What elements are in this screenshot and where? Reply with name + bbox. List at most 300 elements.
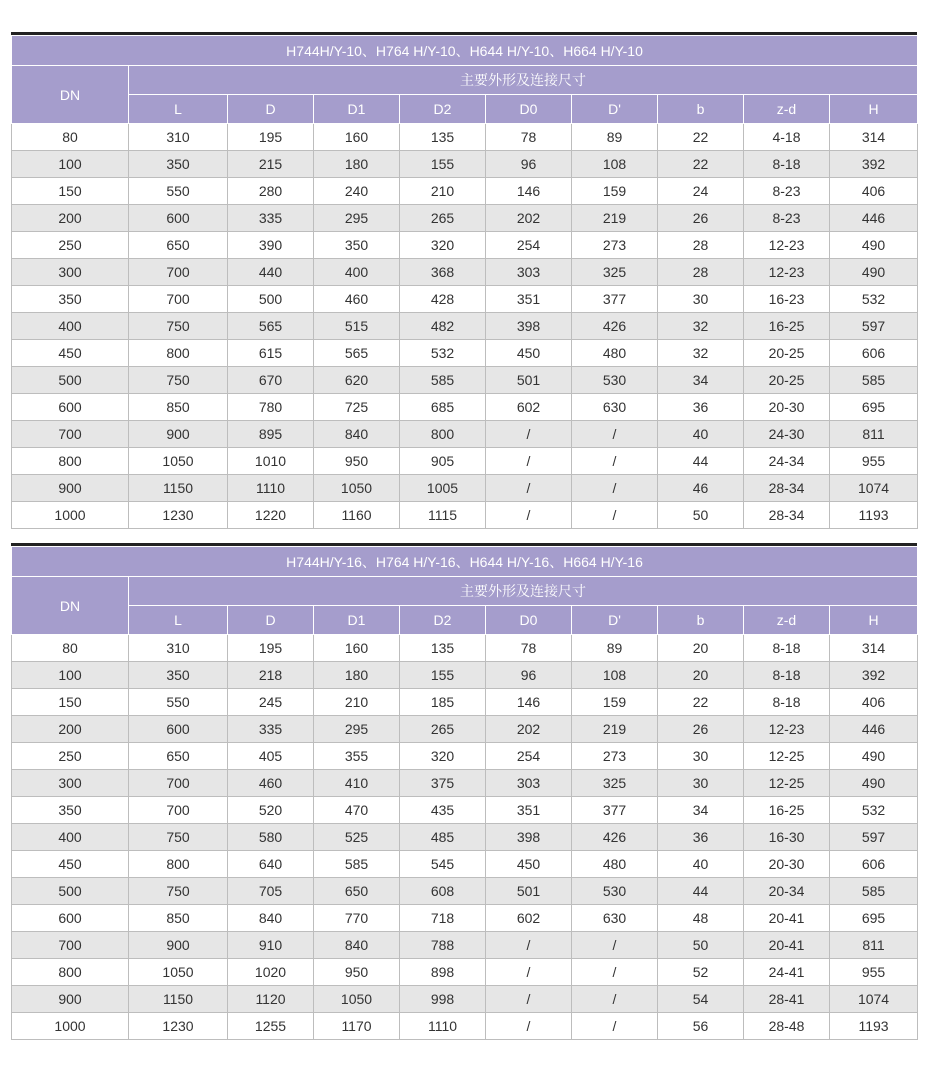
table-cell: 254: [486, 232, 572, 259]
table-cell: 470: [314, 797, 400, 824]
table-cell: 460: [228, 770, 314, 797]
table-cell: 520: [228, 797, 314, 824]
table-cell: 320: [400, 232, 486, 259]
table-cell: 46: [658, 475, 744, 502]
table-cell: 640: [228, 851, 314, 878]
table-cell: 406: [830, 689, 918, 716]
table-cell: 850: [129, 905, 228, 932]
table-cell: 108: [572, 151, 658, 178]
table-cell: 428: [400, 286, 486, 313]
table-cell: /: [572, 448, 658, 475]
dn-cell: 300: [12, 770, 129, 797]
column-header: b: [658, 606, 744, 635]
table-cell: 310: [129, 635, 228, 662]
table-cell: 16-30: [744, 824, 830, 851]
dn-cell: 250: [12, 743, 129, 770]
spec-table-block-1: [11, 32, 917, 527]
table-cell: 955: [830, 959, 918, 986]
table-cell: 585: [830, 878, 918, 905]
table-cell: 135: [400, 635, 486, 662]
table-cell: 811: [830, 932, 918, 959]
table-cell: 480: [572, 851, 658, 878]
table-cell: 310: [129, 124, 228, 151]
table-cell: 135: [400, 124, 486, 151]
table-cell: 1050: [129, 448, 228, 475]
column-header: D1: [314, 606, 400, 635]
table-cell: 392: [830, 151, 918, 178]
table-cell: 20-34: [744, 878, 830, 905]
table-cell: /: [486, 959, 572, 986]
dn-cell: 450: [12, 851, 129, 878]
dn-cell: 600: [12, 905, 129, 932]
table-cell: 96: [486, 151, 572, 178]
table-cell: 314: [830, 635, 918, 662]
table-cell: 273: [572, 743, 658, 770]
table-cell: 485: [400, 824, 486, 851]
table-cell: 750: [129, 367, 228, 394]
dn-cell: 800: [12, 448, 129, 475]
table-row: [12, 986, 918, 1013]
table-cell: 155: [400, 662, 486, 689]
table-cell: 446: [830, 716, 918, 743]
table-cell: 900: [129, 932, 228, 959]
table-cell: 565: [228, 313, 314, 340]
table-cell: 180: [314, 151, 400, 178]
table-cell: 750: [129, 824, 228, 851]
table-cell: 240: [314, 178, 400, 205]
dn-cell: 500: [12, 367, 129, 394]
table-cell: 368: [400, 259, 486, 286]
column-header-dn: DN: [12, 66, 129, 124]
table-cell: 26: [658, 716, 744, 743]
table-cell: 24-41: [744, 959, 830, 986]
table-cell: 606: [830, 340, 918, 367]
table-cell: /: [572, 502, 658, 529]
table-cell: 36: [658, 824, 744, 851]
table-cell: 450: [486, 851, 572, 878]
table-cell: 273: [572, 232, 658, 259]
table-cell: 530: [572, 367, 658, 394]
table-cell: 780: [228, 394, 314, 421]
table-cell: 155: [400, 151, 486, 178]
table-cell: 20: [658, 635, 744, 662]
table-cell: /: [486, 986, 572, 1013]
column-header: H: [830, 95, 918, 124]
table-cell: 350: [314, 232, 400, 259]
table-cell: 1050: [314, 475, 400, 502]
table-cell: 602: [486, 394, 572, 421]
table-cell: 350: [129, 151, 228, 178]
table-cell: 895: [228, 421, 314, 448]
table-cell: 8-18: [744, 151, 830, 178]
table-cell: 1193: [830, 502, 918, 529]
table-cell: 1230: [129, 1013, 228, 1040]
table-cell: 335: [228, 205, 314, 232]
table-cell: 718: [400, 905, 486, 932]
dn-cell: 700: [12, 421, 129, 448]
table-cell: 532: [830, 797, 918, 824]
table-cell: 532: [830, 286, 918, 313]
table-cell: /: [572, 932, 658, 959]
table-cell: 450: [486, 340, 572, 367]
table-cell: 490: [830, 743, 918, 770]
table-cell: 30: [658, 743, 744, 770]
table-cell: 705: [228, 878, 314, 905]
table-cell: /: [572, 475, 658, 502]
table-cell: 254: [486, 743, 572, 770]
table-cell: 28-34: [744, 475, 830, 502]
table-cell: 400: [314, 259, 400, 286]
table-cell: 850: [129, 394, 228, 421]
table-cell: 685: [400, 394, 486, 421]
table-cell: 20-25: [744, 340, 830, 367]
table-cell: 20-30: [744, 851, 830, 878]
dn-cell: 150: [12, 178, 129, 205]
table-cell: 490: [830, 232, 918, 259]
table-cell: 22: [658, 151, 744, 178]
table-row: [12, 797, 918, 824]
table-row: [12, 662, 918, 689]
dn-cell: 1000: [12, 1013, 129, 1040]
table-cell: 800: [400, 421, 486, 448]
table-cell: /: [486, 502, 572, 529]
table-cell: 900: [129, 421, 228, 448]
table-row: [12, 205, 918, 232]
table-cell: 800: [129, 340, 228, 367]
table-cell: 265: [400, 716, 486, 743]
table-cell: 1220: [228, 502, 314, 529]
dn-cell: 1000: [12, 502, 129, 529]
table-row: [12, 959, 918, 986]
table-cell: 650: [314, 878, 400, 905]
table-cell: 650: [129, 232, 228, 259]
table-cell: /: [486, 421, 572, 448]
column-header: D0: [486, 95, 572, 124]
table-cell: 50: [658, 502, 744, 529]
table-cell: 390: [228, 232, 314, 259]
table-cell: 910: [228, 932, 314, 959]
table-cell: 89: [572, 635, 658, 662]
table-cell: 530: [572, 878, 658, 905]
table-cell: 840: [314, 932, 400, 959]
table-cell: 1010: [228, 448, 314, 475]
table-cell: 410: [314, 770, 400, 797]
table-cell: 160: [314, 124, 400, 151]
dn-cell: 400: [12, 824, 129, 851]
table-cell: 295: [314, 205, 400, 232]
table-cell: 398: [486, 824, 572, 851]
table-cell: 840: [314, 421, 400, 448]
dn-cell: 100: [12, 151, 129, 178]
table-cell: 377: [572, 286, 658, 313]
table-cell: 314: [830, 124, 918, 151]
table-cell: 180: [314, 662, 400, 689]
table-cell: 532: [400, 340, 486, 367]
table-cell: 460: [314, 286, 400, 313]
table-row: [12, 1013, 918, 1040]
table-row: [12, 689, 918, 716]
table-cell: 1050: [314, 986, 400, 1013]
table-cell: 1150: [129, 986, 228, 1013]
table-cell: 16-25: [744, 797, 830, 824]
dn-cell: 800: [12, 959, 129, 986]
table-cell: 32: [658, 340, 744, 367]
table-cell: 375: [400, 770, 486, 797]
table-cell: 78: [486, 635, 572, 662]
table-cell: 550: [129, 689, 228, 716]
dn-cell: 450: [12, 340, 129, 367]
table-cell: /: [572, 1013, 658, 1040]
table-cell: 377: [572, 797, 658, 824]
table-cell: 950: [314, 448, 400, 475]
table-row: [12, 635, 918, 662]
table-cell: 16-25: [744, 313, 830, 340]
table-cell: 24-34: [744, 448, 830, 475]
table-cell: 998: [400, 986, 486, 1013]
table-cell: 630: [572, 394, 658, 421]
table-cell: 185: [400, 689, 486, 716]
table-cell: 218: [228, 662, 314, 689]
table-cell: 202: [486, 205, 572, 232]
table-row: [12, 851, 918, 878]
table-cell: 351: [486, 286, 572, 313]
table-cell: 585: [830, 367, 918, 394]
column-header: L: [129, 95, 228, 124]
table-cell: 620: [314, 367, 400, 394]
table-cell: 26: [658, 205, 744, 232]
table-cell: 20-25: [744, 367, 830, 394]
table-cell: 950: [314, 959, 400, 986]
table-cell: 8-23: [744, 205, 830, 232]
table-cell: /: [572, 986, 658, 1013]
table-cell: 405: [228, 743, 314, 770]
table-cell: 28-48: [744, 1013, 830, 1040]
table-cell: 215: [228, 151, 314, 178]
table-cell: 159: [572, 178, 658, 205]
dn-cell: 200: [12, 205, 129, 232]
table-cell: 8-18: [744, 689, 830, 716]
spec-table: [11, 546, 918, 1040]
table-cell: 515: [314, 313, 400, 340]
table-cell: /: [486, 932, 572, 959]
table-cell: 602: [486, 905, 572, 932]
table-cell: 89: [572, 124, 658, 151]
table-cell: 670: [228, 367, 314, 394]
table-cell: 295: [314, 716, 400, 743]
table-cell: 195: [228, 635, 314, 662]
table-cell: 12-23: [744, 259, 830, 286]
table-cell: 8-18: [744, 662, 830, 689]
table-cell: 24-30: [744, 421, 830, 448]
table-cell: 219: [572, 716, 658, 743]
table-cell: 650: [129, 743, 228, 770]
column-header: D0: [486, 606, 572, 635]
table-cell: 52: [658, 959, 744, 986]
table-cell: 303: [486, 259, 572, 286]
table-cell: 28: [658, 259, 744, 286]
table-cell: 615: [228, 340, 314, 367]
dn-cell: 300: [12, 259, 129, 286]
table-cell: /: [572, 421, 658, 448]
table-cell: 280: [228, 178, 314, 205]
column-header: D: [228, 95, 314, 124]
table-cell: 34: [658, 367, 744, 394]
column-header: D2: [400, 606, 486, 635]
table-cell: 840: [228, 905, 314, 932]
table-cell: 700: [129, 797, 228, 824]
table-cell: 501: [486, 367, 572, 394]
table-cell: 695: [830, 394, 918, 421]
table-cell: 350: [129, 662, 228, 689]
table-cell: 597: [830, 824, 918, 851]
table-cell: 335: [228, 716, 314, 743]
table-row: [12, 932, 918, 959]
table-cell: 550: [129, 178, 228, 205]
column-header: z-d: [744, 606, 830, 635]
table-row: [12, 259, 918, 286]
table-cell: 320: [400, 743, 486, 770]
table-row: [12, 770, 918, 797]
column-header: L: [129, 606, 228, 635]
table-cell: 40: [658, 851, 744, 878]
table-row: [12, 878, 918, 905]
table-cell: 406: [830, 178, 918, 205]
table-cell: 28-41: [744, 986, 830, 1013]
table-cell: 1005: [400, 475, 486, 502]
table-cell: 44: [658, 448, 744, 475]
table-cell: 770: [314, 905, 400, 932]
table-cell: 426: [572, 313, 658, 340]
table-cell: 440: [228, 259, 314, 286]
table-cell: 565: [314, 340, 400, 367]
table-cell: 905: [400, 448, 486, 475]
table-cell: /: [486, 475, 572, 502]
table-cell: 750: [129, 313, 228, 340]
table-cell: 351: [486, 797, 572, 824]
table-cell: 597: [830, 313, 918, 340]
table-row: [12, 448, 918, 475]
table-cell: 28-34: [744, 502, 830, 529]
table-cell: 210: [314, 689, 400, 716]
dn-cell: 400: [12, 313, 129, 340]
table-row: [12, 421, 918, 448]
table-cell: 585: [400, 367, 486, 394]
table-cell: /: [486, 448, 572, 475]
table-cell: 28: [658, 232, 744, 259]
table-cell: 40: [658, 421, 744, 448]
table-cell: 12-23: [744, 232, 830, 259]
table-cell: 1230: [129, 502, 228, 529]
table-cell: /: [572, 959, 658, 986]
dn-cell: 600: [12, 394, 129, 421]
table-cell: 20-41: [744, 905, 830, 932]
column-header: D': [572, 95, 658, 124]
table-cell: 1120: [228, 986, 314, 1013]
column-header: b: [658, 95, 744, 124]
dn-cell: 150: [12, 689, 129, 716]
table-row: [12, 502, 918, 529]
table-cell: 355: [314, 743, 400, 770]
table-cell: 12-25: [744, 770, 830, 797]
table-row: [12, 232, 918, 259]
table-cell: 34: [658, 797, 744, 824]
table-cell: 1050: [129, 959, 228, 986]
table-row: [12, 313, 918, 340]
dn-cell: 80: [12, 124, 129, 151]
table-cell: 480: [572, 340, 658, 367]
table-cell: 1193: [830, 1013, 918, 1040]
table-cell: 56: [658, 1013, 744, 1040]
table-cell: 146: [486, 178, 572, 205]
table-cell: 22: [658, 124, 744, 151]
table-cell: 48: [658, 905, 744, 932]
table-cell: 525: [314, 824, 400, 851]
table-cell: 482: [400, 313, 486, 340]
table-cell: 898: [400, 959, 486, 986]
table-cell: 426: [572, 824, 658, 851]
table-cell: 12-25: [744, 743, 830, 770]
table-cell: 1020: [228, 959, 314, 986]
table-cell: 16-23: [744, 286, 830, 313]
table-cell: 1074: [830, 986, 918, 1013]
table-cell: 219: [572, 205, 658, 232]
dn-cell: 900: [12, 986, 129, 1013]
table-cell: 303: [486, 770, 572, 797]
table-row: [12, 716, 918, 743]
table-row: [12, 286, 918, 313]
table-row: [12, 151, 918, 178]
table-cell: 44: [658, 878, 744, 905]
table-cell: 325: [572, 259, 658, 286]
table-cell: 435: [400, 797, 486, 824]
dn-cell: 80: [12, 635, 129, 662]
table-cell: 245: [228, 689, 314, 716]
table-cell: 700: [129, 286, 228, 313]
table-cell: 160: [314, 635, 400, 662]
table-cell: 30: [658, 770, 744, 797]
table-cell: 1110: [400, 1013, 486, 1040]
table-cell: 20: [658, 662, 744, 689]
table-cell: 490: [830, 259, 918, 286]
table-cell: 1074: [830, 475, 918, 502]
table-cell: /: [486, 1013, 572, 1040]
table-cell: 695: [830, 905, 918, 932]
table-cell: 22: [658, 689, 744, 716]
table-cell: 54: [658, 986, 744, 1013]
table-cell: 4-18: [744, 124, 830, 151]
table-cell: 700: [129, 770, 228, 797]
dn-cell: 100: [12, 662, 129, 689]
dn-cell: 700: [12, 932, 129, 959]
table-row: [12, 394, 918, 421]
table-cell: 1115: [400, 502, 486, 529]
table-cell: 1150: [129, 475, 228, 502]
table-cell: 392: [830, 662, 918, 689]
table-cell: 1110: [228, 475, 314, 502]
table-cell: 545: [400, 851, 486, 878]
table-cell: 30: [658, 286, 744, 313]
table-cell: 500: [228, 286, 314, 313]
table-cell: 159: [572, 689, 658, 716]
table-cell: 501: [486, 878, 572, 905]
table-row: [12, 178, 918, 205]
table-cell: 606: [830, 851, 918, 878]
table-cell: 210: [400, 178, 486, 205]
column-header: D1: [314, 95, 400, 124]
table-cell: 811: [830, 421, 918, 448]
table-cell: 600: [129, 205, 228, 232]
table-cell: 325: [572, 770, 658, 797]
